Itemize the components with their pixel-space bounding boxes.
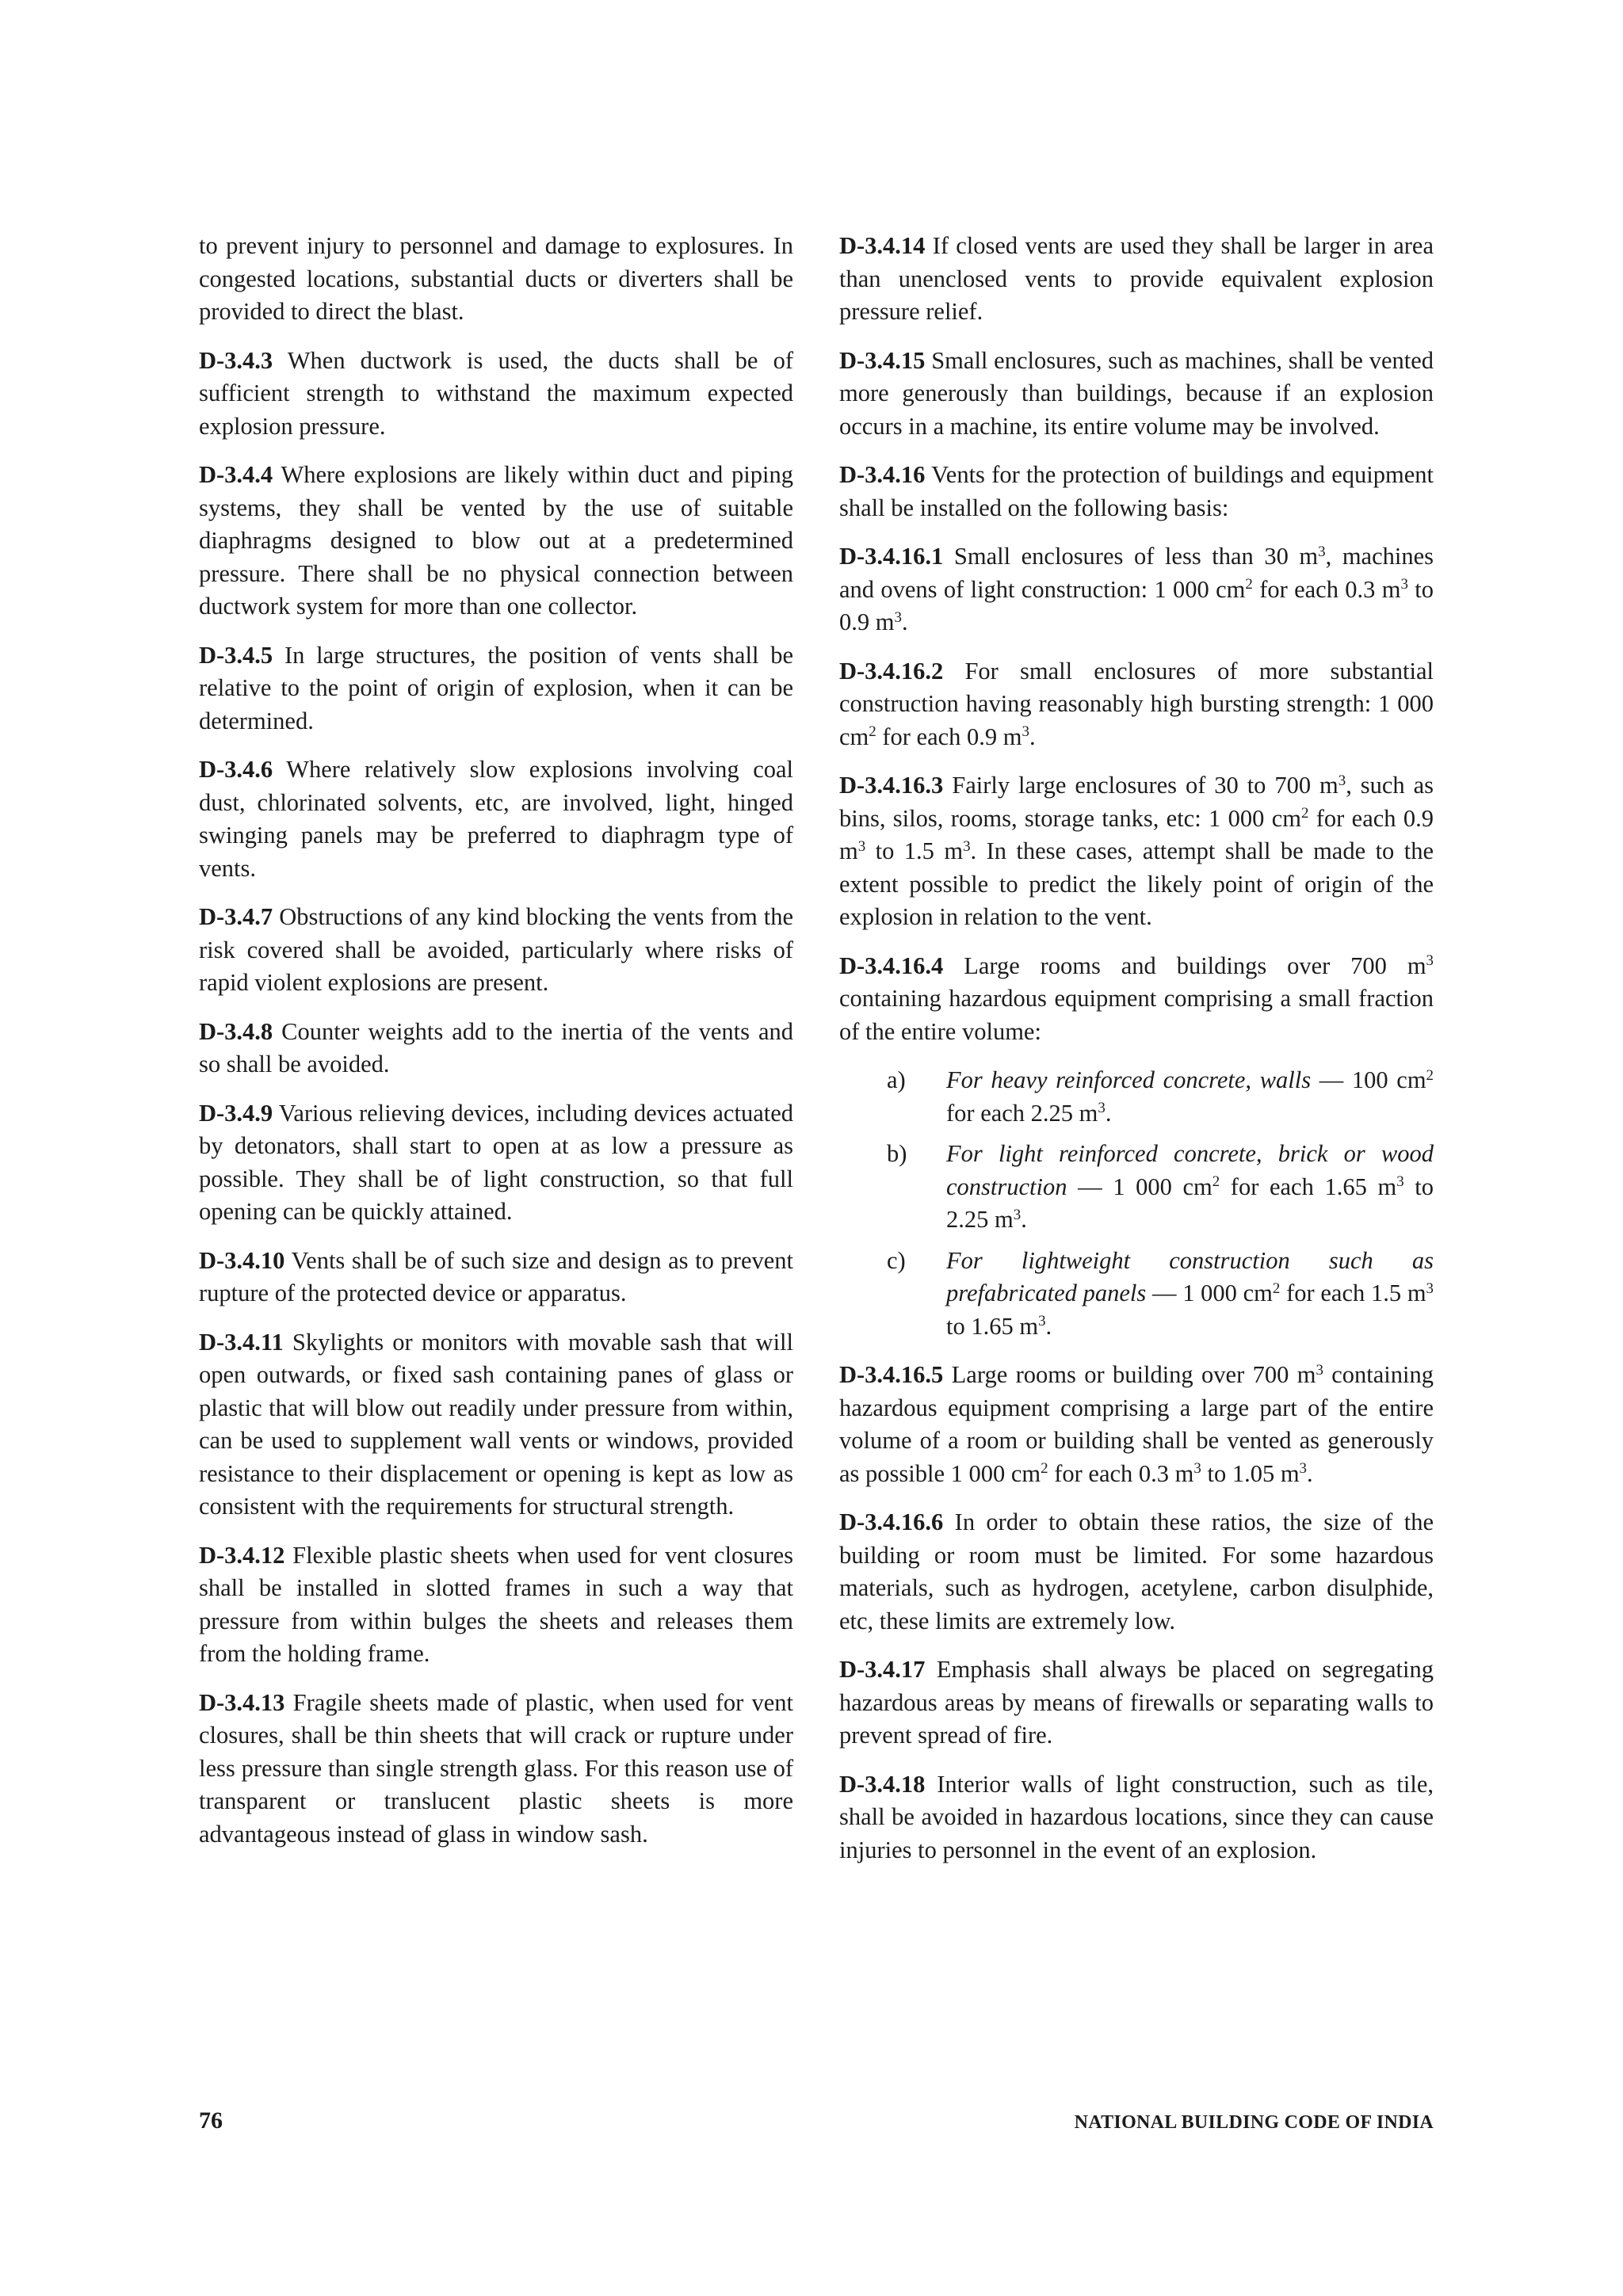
clause-number: D-3.4.9	[199, 1099, 273, 1127]
clause-d-3-4-16-1: D-3.4.16.1 Small enclosures of less than 30 $m^3$, machines and ovens of light construction: 1 000 $cm^2$ for each 0.3 $m^3$ to 0.9 $m^3$.	[839, 543, 1434, 635]
list-label: a)	[887, 1066, 906, 1093]
list-item	[839, 1245, 1434, 1344]
clause-number: D-3.4.16	[839, 461, 926, 488]
page-number: 76	[199, 2107, 223, 2134]
clause-d-3-4-14: D-3.4.14 If closed vents are used they shall be larger in area than unenclosed vents to provide equivalent explosion pressure relief.	[839, 232, 1434, 325]
book-title: NATIONAL BUILDING CODE OF INDIA	[1074, 2112, 1434, 2133]
clause-d-3-4-12: D-3.4.12 Flexible plastic sheets when used for vent closures shall be installed in slotted frames in such a way that pressure from within bulges the sheets and releases them from the holding frame.	[199, 1541, 793, 1667]
clause-d-3-4-7: D-3.4.7 Obstructions of any kind blocking the vents from the risk covered shall be avoided, particularly where risks of rapid violent explosions are present.	[199, 903, 793, 996]
right-column	[839, 230, 1434, 1882]
clause-d-3-4-16-6: D-3.4.16.6 In order to obtain these ratios, the size of the building or room must be limited. For some hazardous materials, such as hydrogen, acetylene, carbon disulphide, etc, these limits are extremely low.	[839, 1508, 1434, 1634]
clause-number: D-3.4.17	[839, 1656, 926, 1683]
clause-number: D-3.4.11	[199, 1328, 284, 1356]
clause-number: D-3.4.18	[839, 1770, 926, 1798]
clause-number: D-3.4.7	[199, 903, 273, 930]
clause-number: D-3.4.16.2	[839, 657, 944, 685]
clause-number: D-3.4.14	[839, 232, 926, 259]
clause-number: D-3.4.12	[199, 1541, 285, 1569]
list-text: For heavy reinforced concrete, walls — 100 $cm^2$ for each 2.25 $m^3$.	[946, 1066, 1434, 1127]
clause-d-3-4-17: D-3.4.17 Emphasis shall always be placed on segregating hazardous areas by means of firewalls or separating walls to prevent spread of fire.	[839, 1656, 1434, 1749]
clause-number: D-3.4.15	[839, 346, 926, 374]
paragraph-continuation: to prevent injury to personnel and damage to explosures. In congested locations, substantial ducts or diverters shall be provided to direct the blast.	[199, 232, 793, 325]
clause-number: D-3.4.6	[199, 756, 273, 783]
construction-type-list	[839, 1064, 1434, 1343]
list-item	[839, 1064, 1434, 1130]
clause-d-3-4-9: D-3.4.9 Various relieving devices, including devices actuated by detonators, shall start to open at as low a pressure as possible. They shall be of light construction, so that full opening can be quickly attained.	[199, 1099, 793, 1225]
list-text: For light reinforced concrete, brick or wood construction — 1 000 $cm^2$ for each 1.65 $m^3$ to 2.25 $m^3$.	[946, 1140, 1434, 1233]
clause-number: D-3.4.16.5	[839, 1361, 944, 1388]
clause-d-3-4-16: D-3.4.16 Vents for the protection of buildings and equipment shall be installed on the following basis:	[839, 461, 1434, 521]
clause-d-3-4-4: D-3.4.4 Where explosions are likely within duct and piping systems, they shall be vented by the use of suitable diaphragms designed to blow out at a predetermined pressure. There shall be no physical connection between ductwork system for more than one collector.	[199, 461, 793, 620]
list-item	[839, 1138, 1434, 1237]
clause-d-3-4-16-3: D-3.4.16.3 Fairly large enclosures of 30 to 700 $m^3$, such as bins, silos, rooms, storage tanks, etc: 1 000 $cm^2$ for each 0.9 $m^3$ to 1.5 $m^3$. In these cases, attempt shall be made to the extent possible to predict the likely point of origin of the explosion in relation to the vent.	[839, 772, 1434, 930]
clause-d-3-4-11: D-3.4.11 Skylights or monitors with movable sash that will open outwards, or fixed sash containing panes of glass or plastic that will blow out readily under pressure from within, can be used to supplement wall vents or windows, provided resistance to their displacement or opening is kept as low as consistent with the requirements for structural strength.	[199, 1328, 793, 1520]
clause-number: D-3.4.13	[199, 1688, 285, 1716]
page-footer	[199, 2107, 1434, 2134]
clause-number: D-3.4.3	[199, 346, 273, 374]
clause-d-3-4-6: D-3.4.6 Where relatively slow explosions involving coal dust, chlorinated solvents, etc, are involved, light, hinged swinging panels may be preferred to diaphragm type of vents.	[199, 756, 793, 882]
left-column	[199, 230, 793, 1867]
clause-d-3-4-18: D-3.4.18 Interior walls of light construction, such as tile, shall be avoided in hazardous locations, since they can cause injuries to personnel in the event of an explosion.	[839, 1770, 1434, 1863]
clause-d-3-4-5: D-3.4.5 In large structures, the position of vents shall be relative to the point of origin of explosion, when it can be determined.	[199, 641, 793, 734]
clause-number: D-3.4.8	[199, 1017, 273, 1045]
clause-d-3-4-16-4: D-3.4.16.4 Large rooms and buildings over 700 $m^3$ containing hazardous equipment comprising a small fraction of the entire volume:	[839, 952, 1434, 1045]
list-label: b)	[887, 1140, 907, 1167]
clause-d-3-4-3: D-3.4.3 When ductwork is used, the ducts shall be of sufficient strength to withstand the maximum expected explosion pressure.	[199, 346, 793, 440]
clause-d-3-4-16-5: D-3.4.16.5 Large rooms or building over 700 $m^3$ containing hazardous equipment comprising a large part of the entire volume of a room or building shall be vented as generously as possible 1 000 $cm^2$ for each 0.3 $m^3$ to 1.05 $m^3$.	[839, 1361, 1434, 1487]
clause-number: D-3.4.4	[199, 461, 273, 488]
clause-number: D-3.4.5	[199, 641, 273, 669]
list-label: c)	[887, 1246, 906, 1274]
clause-number: D-3.4.10	[199, 1246, 285, 1274]
clause-d-3-4-10: D-3.4.10 Vents shall be of such size and design as to prevent rupture of the protected device or apparatus.	[199, 1246, 793, 1306]
clause-d-3-4-15: D-3.4.15 Small enclosures, such as machines, shall be vented more generously than buildings, because if an explosion occurs in a machine, its entire volume may be involved.	[839, 346, 1434, 440]
clause-number: D-3.4.16.6	[839, 1508, 944, 1535]
clause-d-3-4-8: D-3.4.8 Counter weights add to the inertia of the vents and so shall be avoided.	[199, 1017, 793, 1077]
clause-d-3-4-13: D-3.4.13 Fragile sheets made of plastic, when used for vent closures, shall be thin sheets that will crack or rupture under less pressure than single strength glass. For this reason use of transparent or translucent plastic sheets is more advantageous instead of glass in window sash.	[199, 1688, 793, 1848]
list-text: For lightweight construction such as prefabricated panels — 1 000 $cm^2$ for each 1.5 $m^3$ to 1.65 $m^3$.	[946, 1246, 1434, 1340]
clause-number: D-3.4.16.1	[839, 543, 944, 570]
clause-number: D-3.4.16.4	[839, 952, 944, 979]
clause-d-3-4-16-2: D-3.4.16.2 For small enclosures of more substantial construction having reasonably high bursting strength: 1 000 $cm^2$ for each 0.9 $m^3$.	[839, 657, 1434, 750]
clause-number: D-3.4.16.3	[839, 772, 944, 799]
